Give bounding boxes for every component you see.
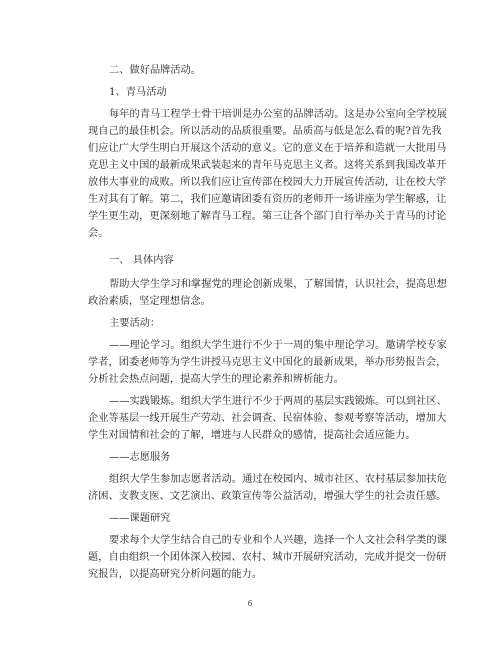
subheading-research: ——课题研究 — [109, 513, 171, 524]
text-line: 组织大学生参加志愿者活动。通过在校园内、城市社区、农村基层参加扶危 — [109, 474, 447, 485]
text-line: ——实践锻炼。组织大学生进行不少于两周的基层实践锻炼。可以到社区、 — [109, 396, 447, 407]
text-line: 济困、支教支医、文艺演出、政策宣传等公益活动，增强大学生的社会责任感。 — [88, 491, 447, 502]
document-body — [88, 62, 447, 583]
text-line: 帮助大学生学习和掌握党的理论创新成果，了解国情，认识社会，提高思想 — [109, 279, 447, 290]
text-line: 每年的青马工程学士骨干培训是办公室的品牌活动。这是办公室向全学校展 — [109, 109, 447, 120]
paragraph-qingma — [88, 106, 447, 242]
subheading-volunteer: ——志愿服务 — [109, 452, 171, 463]
text-line: 题，自由组织一个团体深入校园、农村、城市开展研究活动，完成并提交一份研 — [88, 552, 447, 563]
text-line: 学生更生动，更深刻地了解青马工程。第三让各个部门自行举办关于青马的讨论 — [88, 211, 447, 222]
paragraph-goal — [88, 276, 447, 310]
text-line: 企业等基层一线开展生产劳动、社会调查、民宿体验、参观考察等活动，增加大 — [88, 413, 447, 424]
text-line: 要求每个大学生结合自己的专业和个人兴趣，选择一个人文社会科学类的课 — [109, 535, 447, 546]
section-heading-brand: 二、做好品牌活动。 — [109, 65, 202, 76]
text-line: 克思主义中国的最新成果武装起来的青年马克思主义者。这将关系到我国改革开 — [88, 160, 447, 171]
text-line: 学者，团委老师等为学生讲授马克思主义中国化的最新成果，举办形势报告会， — [88, 357, 447, 368]
paragraph-practice — [88, 393, 447, 444]
text-line: 现自己的最佳机会。所以活动的品质很重要。品质高与低是怎么看的呢?首先我 — [88, 126, 442, 137]
text-line: 们应让广大学生明白开展这个活动的意义。它的意义在于培养和造就一大批用马 — [88, 143, 447, 154]
paragraph-theory — [88, 337, 447, 388]
text-line: 政治素质，坚定理想信念。 — [88, 296, 211, 307]
subheading-activities: 主要活动： — [109, 318, 161, 329]
text-line: 分析社会热点问题，提高大学生的理论素养和辨析能力。 — [88, 374, 344, 385]
text-line: 会。 — [88, 228, 109, 239]
text-line: 放伟大事业的成败。所以我们应让宣传部在校园大力开展宣传活动，让在校大学 — [88, 177, 447, 188]
section-heading-content: 一、 具体内容 — [109, 255, 174, 266]
text-line: ——理论学习。组织大学生进行不少于一周的集中理论学习。邀请学校专家 — [109, 340, 447, 351]
subheading-qingma: 1、青马活动 — [109, 87, 167, 98]
paragraph-volunteer — [88, 471, 447, 505]
text-line: 生对其有了解。第二，我们应邀请团委有资历的老师开一场讲座为学生解惑，让 — [88, 194, 447, 205]
text-line: 究报告，以提高研究分析问题的能力。 — [88, 569, 263, 580]
text-line: 学生对国情和社会的了解，增进与人民群众的感情，提高社会适应能力。 — [88, 430, 416, 441]
paragraph-research — [88, 532, 447, 583]
page-number: 6 — [247, 599, 253, 608]
